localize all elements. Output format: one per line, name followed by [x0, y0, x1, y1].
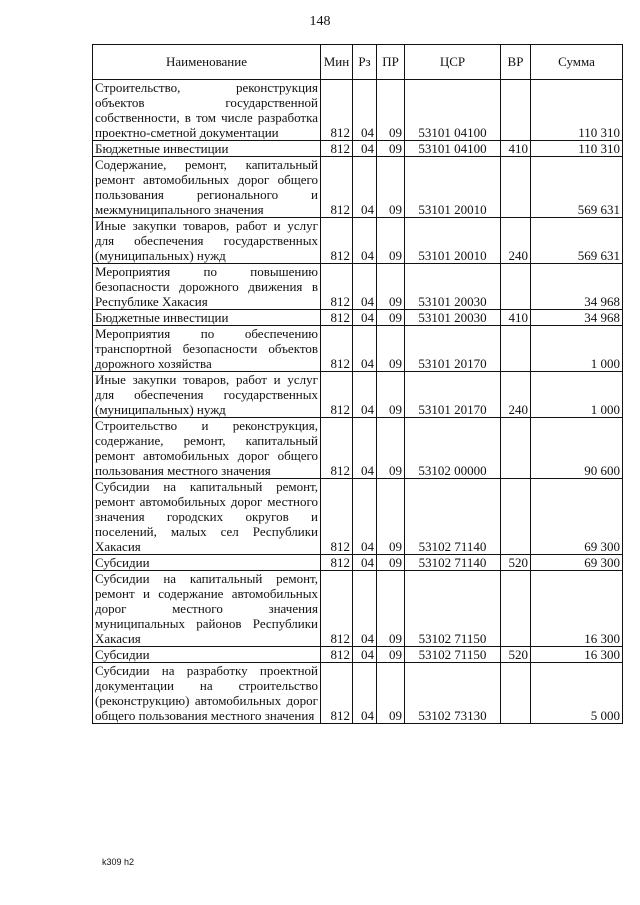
- row-rz: 04: [353, 555, 377, 571]
- table-row: [93, 141, 623, 157]
- row-sum: 569 631: [531, 157, 623, 218]
- row-sum: 34 968: [531, 264, 623, 310]
- row-name: Иные закупки товаров, работ и услуг для обеспечения государственных (муниципальных) нужд: [93, 218, 321, 264]
- row-name: Субсидии на капитальный ремонт, ремонт и содержание автомобильных дорог местного значения муниципальных районов Республики Хакасия: [93, 571, 321, 647]
- row-csr: 53102 71150: [405, 571, 501, 647]
- row-rz: 04: [353, 80, 377, 141]
- row-csr: 53101 20170: [405, 326, 501, 372]
- table-row: [93, 663, 623, 724]
- row-min: 812: [321, 663, 353, 724]
- row-name: Бюджетные инвестиции: [93, 141, 321, 157]
- row-name: Строительство, реконструкция объектов государственной собственности, в том числе разработка проектно-сметной документации: [93, 80, 321, 141]
- row-pr: 09: [377, 310, 405, 326]
- row-pr: 09: [377, 80, 405, 141]
- row-min: 812: [321, 157, 353, 218]
- row-pr: 09: [377, 218, 405, 264]
- row-name: Субсидии на капитальный ремонт, ремонт автомобильных дорог местного значения городских округов и поселений, малых сел Республики Хакасия: [93, 479, 321, 555]
- row-vr: [501, 264, 531, 310]
- row-csr: 53102 71140: [405, 479, 501, 555]
- row-pr: 09: [377, 555, 405, 571]
- row-pr: 09: [377, 372, 405, 418]
- row-min: 812: [321, 479, 353, 555]
- row-pr: 09: [377, 157, 405, 218]
- row-min: 812: [321, 141, 353, 157]
- table-row: [93, 555, 623, 571]
- row-name: Бюджетные инвестиции: [93, 310, 321, 326]
- row-csr: 53102 71140: [405, 555, 501, 571]
- table-row: [93, 418, 623, 479]
- row-csr: 53101 20170: [405, 372, 501, 418]
- row-sum: 110 310: [531, 141, 623, 157]
- row-csr: 53101 04100: [405, 80, 501, 141]
- table-row: [93, 647, 623, 663]
- row-csr: 53101 20010: [405, 157, 501, 218]
- row-vr: 520: [501, 555, 531, 571]
- header-min: Мин: [321, 45, 353, 80]
- table-row: [93, 372, 623, 418]
- row-vr: 410: [501, 141, 531, 157]
- row-csr: 53102 71150: [405, 647, 501, 663]
- header-name: Наименование: [93, 45, 321, 80]
- table-row: [93, 571, 623, 647]
- row-csr: 53102 73130: [405, 663, 501, 724]
- table-row: [93, 80, 623, 141]
- row-sum: 16 300: [531, 571, 623, 647]
- row-min: 812: [321, 555, 353, 571]
- row-min: 812: [321, 372, 353, 418]
- row-sum: 110 310: [531, 80, 623, 141]
- table-header-row: [93, 45, 623, 80]
- row-min: 812: [321, 218, 353, 264]
- row-csr: 53101 20010: [405, 218, 501, 264]
- row-vr: [501, 663, 531, 724]
- row-pr: 09: [377, 647, 405, 663]
- row-pr: 09: [377, 326, 405, 372]
- row-name: Субсидии: [93, 555, 321, 571]
- row-name: Иные закупки товаров, работ и услуг для обеспечения государственных (муниципальных) нужд: [93, 372, 321, 418]
- row-sum: 1 000: [531, 372, 623, 418]
- header-csr: ЦСР: [405, 45, 501, 80]
- row-csr: 53102 00000: [405, 418, 501, 479]
- table-row: [93, 326, 623, 372]
- row-name: Содержание, ремонт, капитальный ремонт автомобильных дорог общего пользования регионального и межмуниципального значения: [93, 157, 321, 218]
- row-vr: 410: [501, 310, 531, 326]
- header-vr: ВР: [501, 45, 531, 80]
- row-name: Субсидии на разработку проектной документации на строительство (реконструкцию) автомобильных дорог общего пользования местного значения: [93, 663, 321, 724]
- budget-table: [92, 44, 623, 724]
- row-rz: 04: [353, 479, 377, 555]
- row-pr: 09: [377, 479, 405, 555]
- row-csr: 53101 20030: [405, 264, 501, 310]
- row-sum: 16 300: [531, 647, 623, 663]
- row-pr: 09: [377, 571, 405, 647]
- row-rz: 04: [353, 264, 377, 310]
- row-min: 812: [321, 418, 353, 479]
- row-sum: 1 000: [531, 326, 623, 372]
- row-name: Мероприятия по обеспечению транспортной безопасности объектов дорожного хозяйства: [93, 326, 321, 372]
- row-rz: 04: [353, 326, 377, 372]
- row-vr: 240: [501, 218, 531, 264]
- row-rz: 04: [353, 157, 377, 218]
- header-rz: Рз: [353, 45, 377, 80]
- row-rz: 04: [353, 647, 377, 663]
- table-row: [93, 218, 623, 264]
- row-pr: 09: [377, 663, 405, 724]
- table-row: [93, 157, 623, 218]
- header-pr: ПР: [377, 45, 405, 80]
- page-number: 148: [309, 14, 331, 29]
- row-sum: 5 000: [531, 663, 623, 724]
- row-sum: 34 968: [531, 310, 623, 326]
- row-vr: 520: [501, 647, 531, 663]
- row-sum: 69 300: [531, 555, 623, 571]
- row-rz: 04: [353, 571, 377, 647]
- row-vr: [501, 157, 531, 218]
- row-vr: [501, 418, 531, 479]
- row-pr: 09: [377, 418, 405, 479]
- row-name: Строительство и реконструкция, содержание, ремонт, капитальный ремонт автомобильных дорог общего пользования местного значения: [93, 418, 321, 479]
- table-row: [93, 479, 623, 555]
- row-vr: [501, 80, 531, 141]
- row-name: Субсидии: [93, 647, 321, 663]
- row-rz: 04: [353, 663, 377, 724]
- row-pr: 09: [377, 141, 405, 157]
- row-min: 812: [321, 310, 353, 326]
- row-sum: 69 300: [531, 479, 623, 555]
- row-rz: 04: [353, 218, 377, 264]
- row-min: 812: [321, 264, 353, 310]
- row-rz: 04: [353, 372, 377, 418]
- row-rz: 04: [353, 418, 377, 479]
- row-vr: [501, 571, 531, 647]
- row-min: 812: [321, 571, 353, 647]
- row-vr: 240: [501, 372, 531, 418]
- header-sum: Сумма: [531, 45, 623, 80]
- table-row: [93, 264, 623, 310]
- row-sum: 569 631: [531, 218, 623, 264]
- row-min: 812: [321, 326, 353, 372]
- row-pr: 09: [377, 264, 405, 310]
- row-sum: 90 600: [531, 418, 623, 479]
- table-row: [93, 310, 623, 326]
- row-name: Мероприятия по повышению безопасности дорожного движения в Республике Хакасия: [93, 264, 321, 310]
- row-min: 812: [321, 80, 353, 141]
- row-csr: 53101 04100: [405, 141, 501, 157]
- row-csr: 53101 20030: [405, 310, 501, 326]
- row-vr: [501, 326, 531, 372]
- row-min: 812: [321, 647, 353, 663]
- row-rz: 04: [353, 310, 377, 326]
- row-rz: 04: [353, 141, 377, 157]
- row-vr: [501, 479, 531, 555]
- footer-code: k309 h2: [102, 857, 135, 867]
